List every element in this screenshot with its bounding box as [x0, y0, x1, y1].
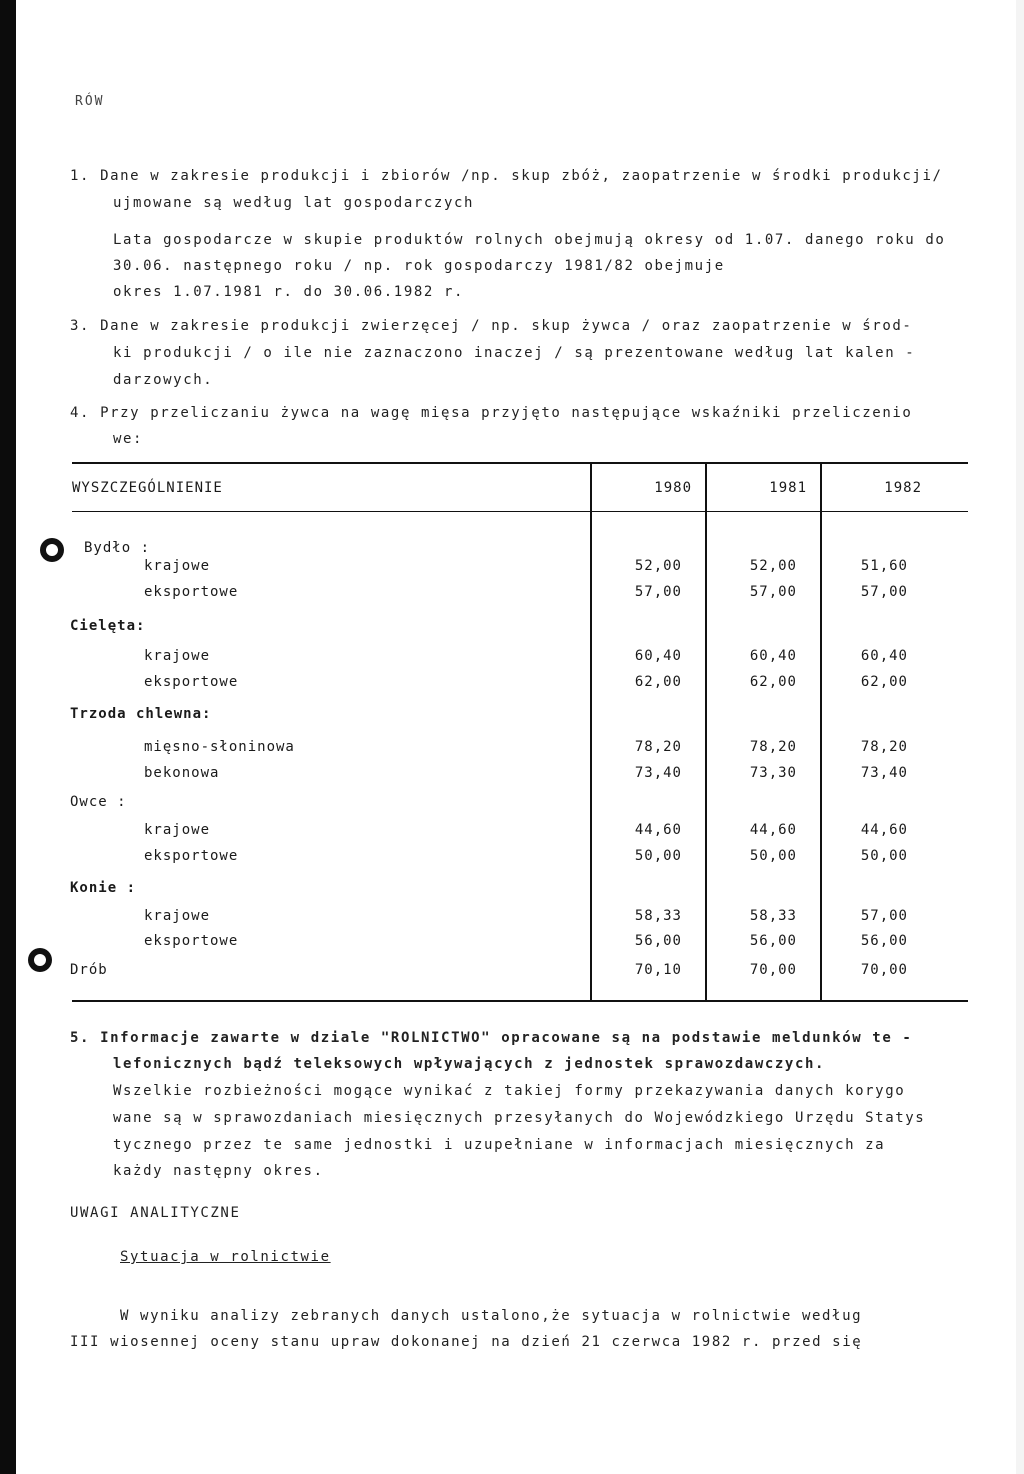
- note-5-line-4: wane są w sprawozdaniach miesięcznych przesyłanych do Wojewódzkiego Urzędu Statys: [113, 1110, 926, 1126]
- row-value-1981: 73,30: [749, 765, 797, 781]
- row-value-1980: 58,33: [634, 908, 682, 924]
- punch-hole-icon: [28, 948, 52, 972]
- group-label-cieleta: Cielęta:: [70, 618, 146, 634]
- row-value-1980: 57,00: [634, 584, 682, 600]
- section-title: UWAGI ANALITYCZNE: [70, 1205, 241, 1221]
- row-value-1982: 51,60: [860, 558, 908, 574]
- scan-right-edge: [1016, 0, 1024, 1474]
- table-year-1980: 1980: [654, 480, 692, 496]
- table-year-1981: 1981: [769, 480, 807, 496]
- row-value-1981: 58,33: [749, 908, 797, 924]
- row-label: bekonowa: [144, 765, 220, 781]
- row-value-1980: 50,00: [634, 848, 682, 864]
- note-3-line-2: ki produkcji / o ile nie zaznaczono inaczej / są prezentowane według lat kalen -: [113, 345, 916, 361]
- table-bottom-rule: [72, 1000, 968, 1002]
- row-value-1982: 60,40: [860, 648, 908, 664]
- row-value-1981: 78,20: [749, 739, 797, 755]
- row-label: krajowe: [144, 648, 211, 664]
- row-value-1982: 50,00: [860, 848, 908, 864]
- row-value-1980: 60,40: [634, 648, 682, 664]
- row-value-1982: 73,40: [860, 765, 908, 781]
- row-value-1980: 56,00: [634, 933, 682, 949]
- group-label-bydlo: Bydło :: [84, 540, 151, 556]
- note-4-line-1: 4. Przy przeliczaniu żywca na wagę mięsa przyjęto następujące wskaźniki przeliczenio: [70, 405, 913, 421]
- group-label-owce: Owce :: [70, 794, 127, 810]
- note-2-line-3: okres 1.07.1981 r. do 30.06.1982 r.: [113, 284, 465, 300]
- note-2-line-2: 30.06. następnego roku / np. rok gospodarczy 1981/82 obejmuje: [113, 258, 725, 274]
- note-5-line-1: 5. Informacje zawarte w dziale "ROLNICTWO" opracowane są na podstawie meldunków te -: [70, 1030, 913, 1046]
- note-3-line-1: 3. Dane w zakresie produkcji zwierzęcej / np. skup żywca / oraz zaopatrzenie w środ-: [70, 318, 913, 334]
- row-value-1981: 70,00: [749, 962, 797, 978]
- row-value-1980: 52,00: [634, 558, 682, 574]
- row-label: eksportowe: [144, 584, 239, 600]
- row-label: mięsno-słoninowa: [144, 739, 295, 755]
- row-label: krajowe: [144, 908, 211, 924]
- row-label: eksportowe: [144, 933, 239, 949]
- note-5-line-6: każdy następny okres.: [113, 1163, 324, 1179]
- row-value-1981: 52,00: [749, 558, 797, 574]
- row-value-1980: 73,40: [634, 765, 682, 781]
- page-header: RÓW: [75, 94, 105, 109]
- punch-hole-icon: [40, 538, 64, 562]
- note-5-line-2: lefonicznych bądź teleksowych wpływających z jednostek sprawozdawczych.: [113, 1056, 826, 1072]
- row-value-1982: 57,00: [860, 908, 908, 924]
- table-header-rule: [72, 511, 968, 512]
- row-value-1981: 57,00: [749, 584, 797, 600]
- row-value-1981: 60,40: [749, 648, 797, 664]
- row-value-1982: 44,60: [860, 822, 908, 838]
- row-value-1981: 62,00: [749, 674, 797, 690]
- row-label: eksportowe: [144, 674, 239, 690]
- note-5-line-5: tycznego przez te same jednostki i uzupełniane w informacjach miesięcznych za: [113, 1137, 886, 1153]
- row-value-1982: 56,00: [860, 933, 908, 949]
- row-value-1981: 50,00: [749, 848, 797, 864]
- analysis-line-1: W wyniku analizy zebranych danych ustalono,że sytuacja w rolnictwie według: [120, 1308, 863, 1324]
- row-value-1981: 44,60: [749, 822, 797, 838]
- row-label: krajowe: [144, 558, 211, 574]
- table-top-rule: [72, 462, 968, 464]
- note-5-line-3: Wszelkie rozbieżności mogące wynikać z takiej formy przekazywania danych korygo: [113, 1083, 906, 1099]
- note-3-line-3: darzowych.: [113, 372, 214, 388]
- row-value-1980: 44,60: [634, 822, 682, 838]
- table-year-1982: 1982: [884, 480, 922, 496]
- group-label-trzoda: Trzoda chlewna:: [70, 706, 212, 722]
- note-1-line-1: 1. Dane w zakresie produkcji i zbiorów /np. skup zbóż, zaopatrzenie w środki produkcji/: [70, 168, 943, 184]
- scan-left-edge: [0, 0, 16, 1474]
- row-value-1982: 70,00: [860, 962, 908, 978]
- row-label: eksportowe: [144, 848, 239, 864]
- row-value-1980: 70,10: [634, 962, 682, 978]
- note-1-line-2: ujmowane są według lat gospodarczych: [113, 195, 475, 211]
- row-value-1982: 62,00: [860, 674, 908, 690]
- row-value-1982: 57,00: [860, 584, 908, 600]
- row-value-1980: 62,00: [634, 674, 682, 690]
- row-value-1982: 78,20: [860, 739, 908, 755]
- row-value-1980: 78,20: [634, 739, 682, 755]
- note-4-line-2: we:: [113, 431, 144, 447]
- note-2-line-1: Lata gospodarcze w skupie produktów rolnych obejmują okresy od 1.07. danego roku do: [113, 232, 946, 248]
- analysis-line-2: III wiosennej oceny stanu upraw dokonanej na dzień 21 czerwca 1982 r. przed się: [70, 1334, 863, 1350]
- row-value-1981: 56,00: [749, 933, 797, 949]
- group-label-konie: Konie :: [70, 880, 137, 896]
- group-label-drob: Drób: [70, 962, 108, 978]
- row-label: krajowe: [144, 822, 211, 838]
- table-header-label: WYSZCZEGÓLNIENIE: [72, 480, 223, 496]
- section-subtitle: Sytuacja w rolnictwie: [120, 1249, 331, 1265]
